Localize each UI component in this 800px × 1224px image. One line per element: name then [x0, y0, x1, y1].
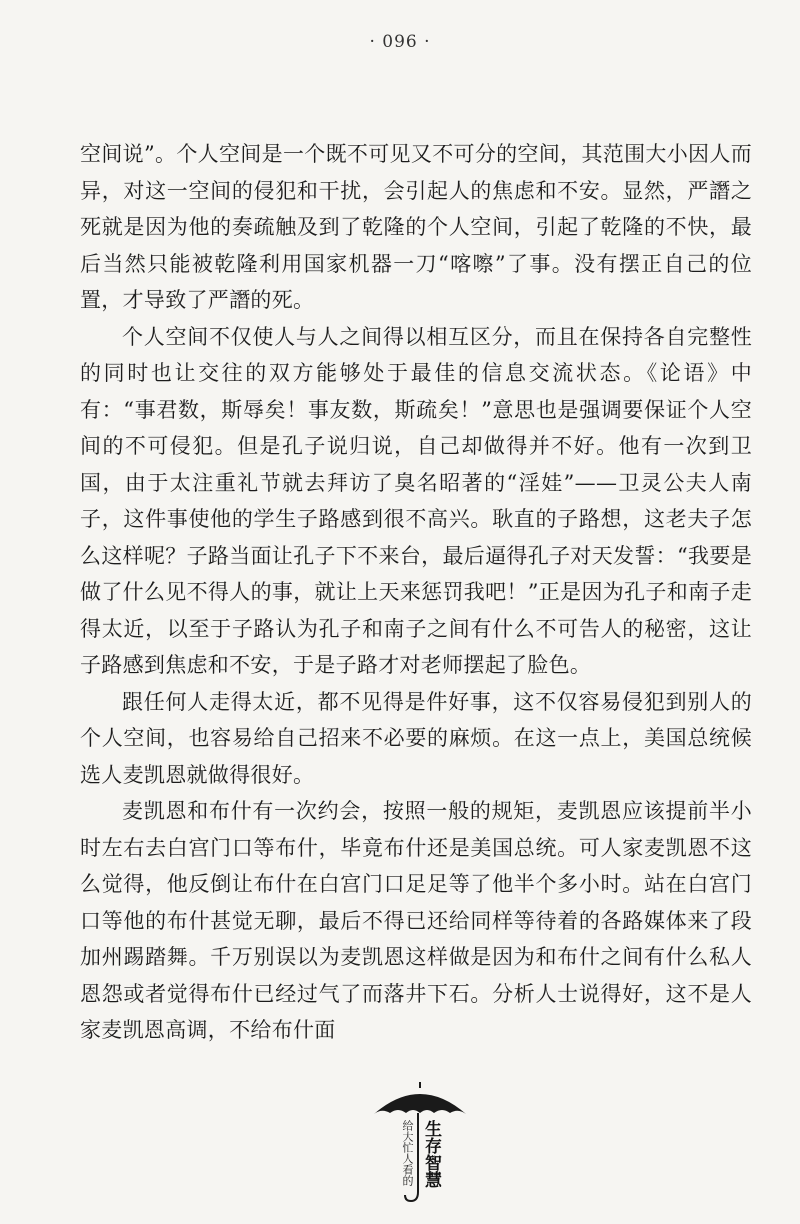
umbrella-icon: [370, 1080, 470, 1208]
paragraph-4: 麦凯恩和布什有一次约会，按照一般的规矩，麦凯恩应该提前半小时左右去白宫门口等布什，毕竟布什还是美国总统。可人家麦凯恩不这么觉得，他反倒让布什在白宫门口足足等了他半个多小时。站在白宫门口等他的布什甚觉无聊，最后不得已还给同样等待着的各路媒体来了段加州踢踏舞。千万别误以为麦凯恩这样做是因为和布什之间有什么私人恩怨或者觉得布什已经过气了而落井下石。分析人士说得好，这不是人家麦凯恩高调，不给布什面: [80, 799, 752, 1042]
page-number: · 096 ·: [369, 32, 431, 52]
body-text: [80, 136, 752, 1049]
paragraph-1: 空间说”。个人空间是一个既不可见又不可分的空间，其范围大小因人而异，对这一空间的侵犯和干扰，会引起人的焦虑和不安。显然，严譖之死就是因为他的奏疏触及到了乾隆的个人空间，引起了乾隆的不快，最后当然只能被乾隆利用国家机器一刀“喀嚓”了事。没有摆正自己的位置，才导致了严譖的死。: [80, 142, 752, 312]
series-logo: [370, 1080, 470, 1208]
logo-title: 生存智慧: [421, 1120, 441, 1188]
logo-subtitle: 给大忙人看的: [401, 1120, 414, 1186]
paragraph-3: 跟任何人走得太近，都不见得是件好事，这不仅容易侵犯到别人的个人空间，也容易给自己招来不必要的麻烦。在这一点上，美国总统候选人麦凯恩就做得很好。: [80, 689, 752, 787]
paragraph-2: 个人空间不仅使人与人之间得以相互区分，而且在保持各自完整性的同时也让交往的双方能够处于最佳的信息交流状态。《论语》中有：“事君数，斯辱矣！事友数，斯疏矣！”意思也是强调要保证个人空间的不可侵犯。但是孔子说归说，自己却做得并不好。他有一次到卫国，由于太注重礼节就去拜访了臭名昭著的“淫娃”——卫灵公夫人南子，这件事使他的学生子路感到很不高兴。耿直的子路想，这老夫子怎么这样呢？子路当面让孔子下不来台，最后逼得孔子对天发誓：“我要是做了什么见不得人的事，就让上天来惩罚我吧！”正是因为孔子和南子走得太近，以至于子路认为孔子和南子之间有什么不可告人的秘密，这让子路感到焦虑和不安，于是子路才对老师摆起了脸色。: [80, 324, 752, 677]
